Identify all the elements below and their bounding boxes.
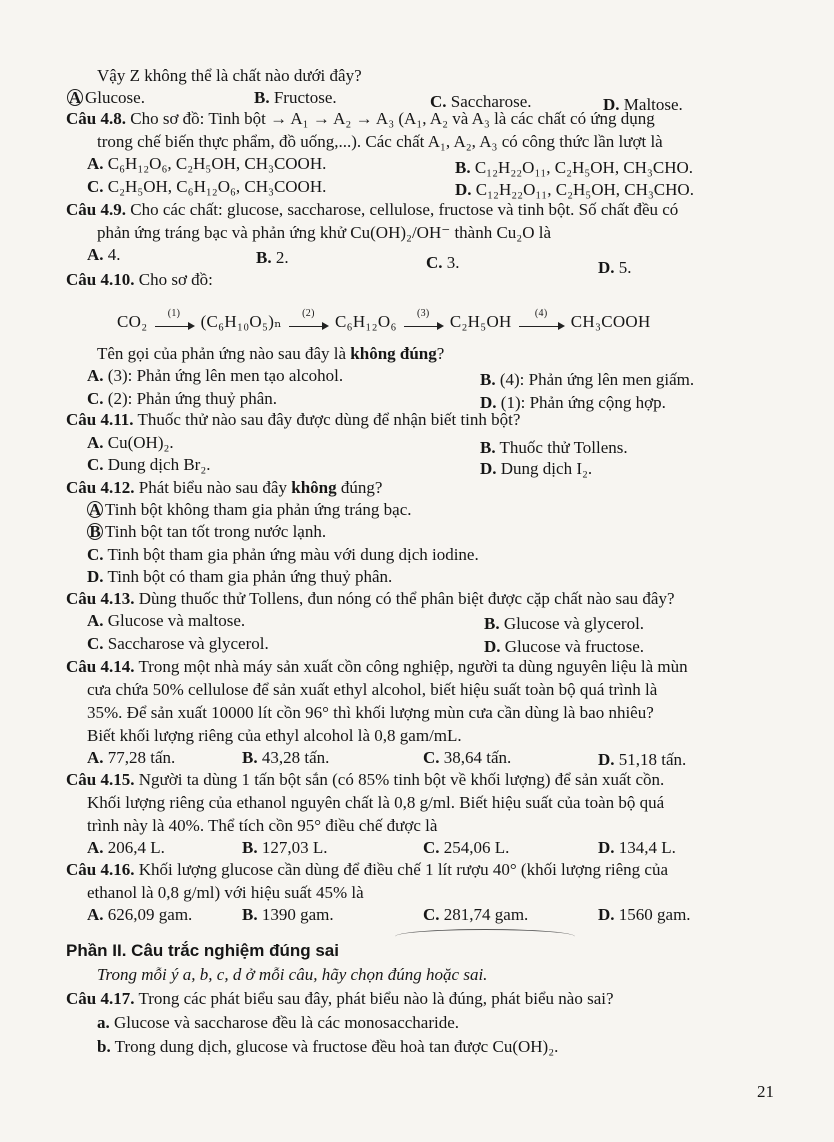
q48-stem-line2: trong chế biến thực phẩm, đồ uống,...). Các chất A₁, A₂, A₃ có công thức lần lượt là — [97, 132, 663, 151]
q48-option-b: B. C₁₂H₂₂O₁₁, C₂H₅OH, CH₃CHO. — [455, 158, 694, 177]
q48-stem-line1: Câu 4.8. Cho sơ đồ: Tinh bột → A₁ → A₂ → A₃ (A₁, A₂ và A₃ là các chất có ứng dụng — [66, 109, 655, 128]
q410-option-b: B. (4): Phản ứng lên men giấm. — [480, 370, 695, 389]
q417-stem: Câu 4.17. Trong các phát biểu sau đây, phát biểu nào là đúng, phát biểu nào sai? — [66, 989, 614, 1008]
q412-option-d: D. Tinh bột có tham gia phản ứng thuỷ phân. — [87, 567, 393, 586]
part2-title: Phần II. Câu trắc nghiệm đúng sai — [66, 941, 339, 960]
q48-option-a: A. C₆H₁₂O₆, C₂H₅OH, CH₃COOH. — [87, 154, 327, 173]
arrow-1: (1) — [155, 316, 193, 327]
q414-stem-line3: 35%. Để sản xuất 10000 lít cồn 96° thì khối lượng mùn cưa cần dùng là bao nhiêu? — [87, 703, 654, 722]
q416-option-b: B. 1390 gam. — [242, 905, 334, 924]
q411-option-a: A. Cu(OH)₂. — [87, 433, 174, 452]
q415-option-a: A. 206,4 L. — [87, 838, 165, 857]
q413-stem: Câu 4.13. Dùng thuốc thử Tollens, đun nóng có thể phân biệt được cặp chất nào sau đây? — [66, 589, 675, 608]
q416-stem-line2: ethanol là 0,8 g/ml) với hiệu suất 45% là — [87, 883, 364, 902]
q415-stem-line1: Câu 4.15. Người ta dùng 1 tấn bột sắn (có 85% tinh bột về khối lượng) để sản xuất cồn. — [66, 770, 665, 789]
q410-stem: Câu 4.10. Cho sơ đồ: — [66, 270, 213, 289]
q48-option-d: D. C₁₂H₂₂O₁₁, C₂H₅OH, CH₃CHO. — [455, 180, 694, 199]
q0-option-b: B. Fructose. — [254, 88, 337, 107]
q416-option-a: A. 626,09 gam. — [87, 905, 193, 924]
scheme-ethanol: C₂H₅OH — [449, 312, 512, 331]
circled-a: A — [68, 88, 82, 107]
q415-option-d: D. 134,4 L. — [598, 838, 676, 857]
arrow-3: (3) — [404, 316, 442, 327]
q412-option-c: C. Tinh bột tham gia phản ứng màu với dung dịch iodine. — [87, 545, 479, 564]
q0-option-d: D. Maltose. — [603, 95, 683, 114]
q410-ask: Tên gọi của phản ứng nào sau đây là không đúng? — [97, 344, 445, 363]
q414-option-b: B. 43,28 tấn. — [242, 748, 330, 767]
q411-option-b: B. Thuốc thử Tollens. — [480, 438, 628, 457]
q410-option-d: D. (1): Phản ứng cộng hợp. — [480, 393, 666, 412]
q411-option-d: D. Dung dịch I₂. — [480, 459, 593, 478]
reaction-scheme — [117, 308, 651, 332]
q0-option-a: A Glucose. — [68, 88, 145, 107]
q416-option-c: C. 281,74 gam. — [423, 905, 529, 924]
q414-stem-line4: Biết khối lượng riêng của ethyl alcohol là 0,8 gam/mL. — [87, 726, 462, 745]
decorative-curve — [395, 929, 575, 944]
q414-option-c: C. 38,64 tấn. — [423, 748, 512, 767]
q417-statement-a: a. Glucose và saccharose đều là các monosaccharide. — [97, 1013, 460, 1032]
q49-option-a: A. 4. — [87, 245, 121, 264]
q0-option-c: C. Saccharose. — [430, 92, 532, 111]
q49-option-b: B. 2. — [256, 248, 289, 267]
scheme-acetic-acid: CH₃COOH — [570, 312, 651, 331]
circled-a: A — [88, 500, 102, 519]
q414-option-a: A. 77,28 tấn. — [87, 748, 176, 767]
scheme-glucose: C₆H₁₂O₆ — [334, 312, 397, 331]
q411-option-c: C. Dung dịch Br₂. — [87, 455, 211, 474]
q413-option-a: A. Glucose và maltose. — [87, 611, 246, 630]
q415-stem-line2: Khối lượng riêng của ethanol nguyên chất là 0,8 g/ml. Biết hiệu suất của toàn bộ quá — [87, 793, 665, 812]
intro-text: Vậy Z không thể là chất nào dưới đây? — [97, 66, 362, 85]
circled-b: B — [87, 523, 103, 540]
q413-option-d: D. Glucose và fructose. — [484, 637, 645, 656]
q410-option-a: A. (3): Phản ứng lên men tạo alcohol. — [87, 366, 344, 385]
q414-option-d: D. 51,18 tấn. — [598, 750, 687, 769]
q412-option-a: A Tinh bột không tham gia phản ứng tráng bạc. — [88, 500, 412, 519]
q416-option-d: D. 1560 gam. — [598, 905, 691, 924]
q49-option-d: D. 5. — [598, 258, 632, 277]
q49-stem-line1: Câu 4.9. Cho các chất: glucose, saccharose, cellulose, fructose và tinh bột. Số chất đều có — [66, 200, 679, 219]
q417-statement-b: b. Trong dung dịch, glucose và fructose đều hoà tan được Cu(OH)₂. — [97, 1037, 559, 1056]
q49-option-c: C. 3. — [426, 253, 460, 272]
part2-instructions: Trong mỗi ý a, b, c, d ở mỗi câu, hãy chọn đúng hoặc sai. — [97, 965, 488, 984]
scheme-starch: (C₆H₁₀O₅)ₙ — [200, 312, 282, 331]
q413-option-b: B. Glucose và glycerol. — [484, 614, 645, 633]
q49-stem-line2: phản ứng tráng bạc và phản ứng khử Cu(OH)₂/OH⁻ thành Cu₂O là — [97, 223, 552, 242]
q415-option-c: C. 254,06 L. — [423, 838, 510, 857]
q414-stem-line1: Câu 4.14. Trong một nhà máy sản xuất cồn công nghiệp, người ta dùng nguyên liệu là mùn — [66, 657, 688, 676]
q48-option-c: C. C₂H₅OH, C₆H₁₂O₆, CH₃COOH. — [87, 177, 327, 196]
q415-option-b: B. 127,03 L. — [242, 838, 328, 857]
q416-stem-line1: Câu 4.16. Khối lượng glucose cần dùng để điều chế 1 lít rượu 40° (khối lượng riêng của — [66, 860, 669, 879]
q410-option-c: C. (2): Phản ứng thuỷ phân. — [87, 389, 278, 408]
q414-stem-line2: cưa chứa 50% cellulose để sản xuất ethyl alcohol, biết hiệu suất toàn bộ quá trình là — [87, 680, 658, 699]
arrow-2: (2) — [289, 316, 327, 327]
q412-stem: Câu 4.12. Phát biểu nào sau đây không đúng? — [66, 478, 383, 497]
q415-stem-line3: trình này là 40%. Thể tích cồn 95° điều chế được là — [87, 816, 438, 835]
q411-stem: Câu 4.11. Thuốc thử nào sau đây được dùng để nhận biết tinh bột? — [66, 410, 521, 429]
page-number: 21 — [757, 1082, 774, 1101]
q413-option-c: C. Saccharose và glycerol. — [87, 634, 269, 653]
arrow-4: (4) — [519, 316, 563, 327]
q412-option-b: B Tinh bột tan tốt trong nước lạnh. — [87, 522, 326, 542]
scheme-co2: CO₂ — [117, 312, 148, 331]
